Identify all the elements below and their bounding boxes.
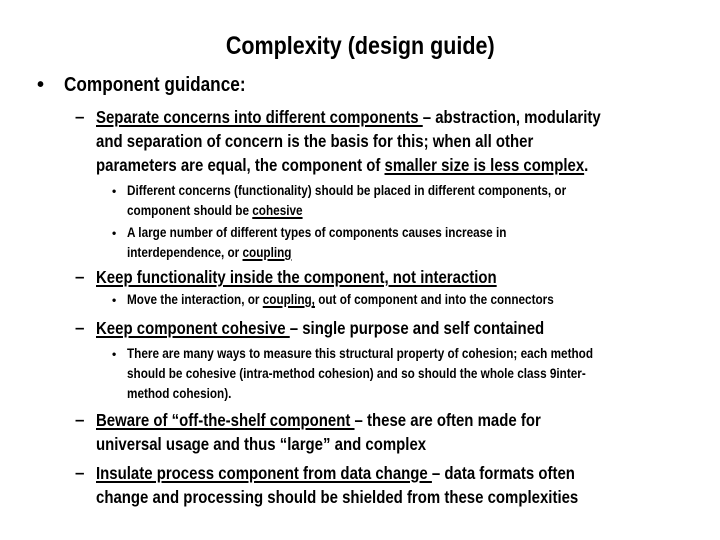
item-0-sub-0-line-1: component should be cohesive	[127, 203, 303, 218]
item-0-sub-0-line-0: Different concerns (functionality) should be placed in different components, or	[127, 183, 567, 198]
item-2-sub-0-line-2: method cohesion).	[127, 386, 232, 401]
item-0-sub-1-line-0: A large number of different types of components causes increase in	[127, 225, 507, 240]
item-4-line-1: change and processing should be shielded from these complexities	[96, 487, 579, 507]
item-2-sub-0-line-1: should be cohesive (intra-method cohesion) and so should the whole class 9inter-	[127, 366, 586, 381]
slide-title: Complexity (design guide)	[225, 32, 495, 60]
bullet-l3-icon: •	[112, 226, 117, 240]
dash-icon: –	[75, 463, 85, 482]
dash-icon: –	[75, 410, 85, 429]
item-4-line-0: Insulate process component from data change – data formats often	[96, 463, 575, 483]
dash-icon: –	[75, 267, 85, 286]
item-3-line-1: universal usage and thus “large” and complex	[96, 434, 427, 454]
bullet-l3-icon: •	[112, 184, 117, 198]
item-2-sub-0-line-0: There are many ways to measure this structural property of cohesion; each method	[127, 346, 594, 361]
item-1-sub-0-line-0: Move the interaction, or coupling, out of component and into the connectors	[127, 292, 554, 307]
bullet-l1-text: Component guidance:	[64, 74, 246, 96]
item-0-line-1: and separation of concern is the basis for this; when all other	[96, 131, 534, 151]
bullet-l1-icon: •	[37, 74, 45, 96]
item-0-sub-1-line-1: interdependence, or coupling	[127, 245, 292, 260]
dash-icon: –	[75, 107, 85, 126]
item-0-line-0: Separate concerns into different components – abstraction, modularity	[96, 107, 601, 127]
item-2-line-0: Keep component cohesive – single purpose and self contained	[96, 318, 545, 338]
bullet-l3-icon: •	[112, 293, 117, 307]
bullet-l3-icon: •	[112, 347, 117, 361]
dash-icon: –	[75, 318, 85, 337]
item-1-line-0: Keep functionality inside the component, not interaction	[96, 267, 497, 287]
item-0-line-2: parameters are equal, the component of smaller size is less complex.	[96, 155, 589, 175]
item-3-line-0: Beware of “off-the-shelf component – these are often made for	[96, 410, 541, 430]
